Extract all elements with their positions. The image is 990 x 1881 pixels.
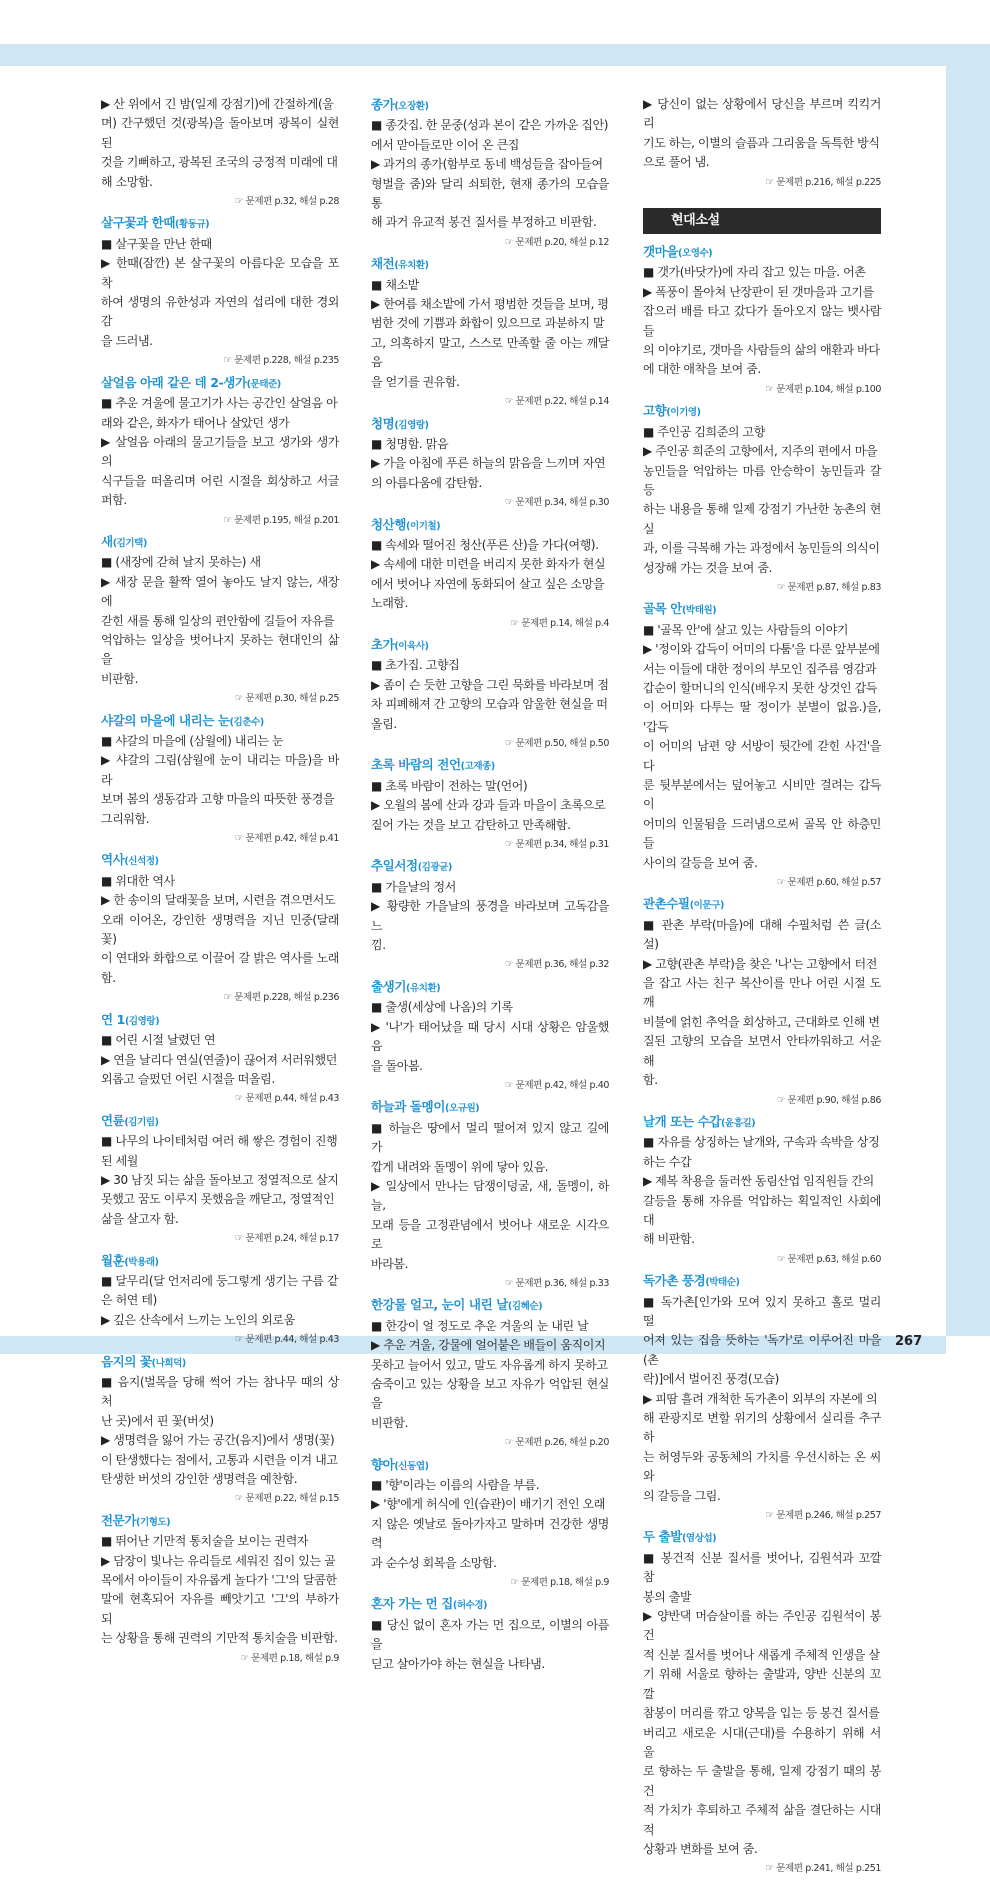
entry-line: ▶ 샤갈의 그림(삼월에 눈이 내리는 마을)을 바라 <box>101 753 339 787</box>
entry-line: 탄생한 버섯의 강인한 생명력을 예찬함. <box>101 1472 298 1487</box>
page-reference: ☞ 문제편 p.26, 해설 p.20 <box>504 1437 609 1449</box>
work-entry <box>101 1352 339 1509</box>
work-entry <box>643 1527 881 1878</box>
work-entry <box>101 1251 339 1350</box>
entry-line: ▶ '정이와 갑득이 어미의 다툼'을 다룬 앞부분에 <box>643 642 880 657</box>
page-reference: ☞ 문제편 p.32, 해설 p.28 <box>234 196 339 208</box>
entry-line: 이 어미의 남편 양 서방이 뒷간에 갇힌 사건'을 다 <box>643 739 881 773</box>
entry-line: 참봉이 머리를 깎고 양복을 입는 등 봉건 질서를 <box>643 1706 880 1721</box>
entry-line: 갑순이 할머니의 인식(배우지 못한 상것인 갑득 <box>643 680 878 695</box>
entry-line: 에서 맏아들로만 이어 온 큰집 <box>371 137 519 152</box>
entry-line: 로 향하는 두 출발을 통해, 일제 강점기 때의 봉건 <box>643 1764 881 1798</box>
entry-title: 음지의 꽃 <box>101 1353 152 1369</box>
entry-line: 함. <box>643 1073 658 1088</box>
entry-line: 못했고 꿈도 이루지 못했음을 깨닫고, 정열적인 <box>101 1192 335 1207</box>
entry-line: 적 가치가 후퇴하고 주체적 삶을 결단하는 시대적 <box>643 1803 881 1837</box>
entry-line: 에 대한 애착을 보여 줌. <box>643 362 761 377</box>
work-entry <box>101 1111 339 1249</box>
work-entry <box>371 1594 609 1674</box>
entry-heading <box>101 1352 339 1373</box>
entry-line: 삶을 살고자 함. <box>101 1211 179 1226</box>
entry-line: 비불에 얽힌 추억을 회상하고, 근대화로 인해 변 <box>643 1014 880 1029</box>
entry-line: 을 얻기를 권유함. <box>371 374 460 389</box>
entry-line: 는 허영두와 공동체의 가치를 우선시하는 온 씨와 <box>643 1449 881 1484</box>
entry-title: 한강물 얼고, 눈이 내린 날 <box>371 1297 508 1313</box>
entry-author: (오영수) <box>678 248 713 260</box>
entry-title: 청산행 <box>371 516 407 532</box>
entry-heading <box>371 254 609 275</box>
entry-title: 역사 <box>101 852 125 868</box>
entry-title: 청명 <box>371 415 395 431</box>
entry-line: 이 탄생했다는 점에서, 고통과 시련을 이겨 내고 <box>101 1452 338 1467</box>
entry-author: (김광균) <box>417 862 452 874</box>
entry-line: 된 세월 <box>101 1153 138 1168</box>
entry-line: 해 소망함. <box>101 174 153 189</box>
entry-heading <box>643 599 881 620</box>
entry-line: 억압하는 일상을 벗어나지 못하는 현대인의 삶을 <box>101 632 339 667</box>
entry-line: 갈등을 통해 자유를 억압하는 획일적인 사회에 대 <box>643 1193 881 1227</box>
page-reference: ☞ 문제편 p.36, 해설 p.32 <box>504 959 609 971</box>
entry-line: 의 갈등을 그림. <box>643 1488 721 1503</box>
entry-title: 전문가 <box>101 1512 137 1528</box>
entry-title: 연륜 <box>101 1112 125 1128</box>
entry-line: 은 허연 테) <box>101 1293 157 1308</box>
entry-heading <box>101 213 339 234</box>
entry-line: 을 잡고 사는 친구 복산이를 만나 어린 시절 도깨 <box>643 976 881 1010</box>
entry-line: ▶ 생명력을 잃어 가는 공간(음지)에서 생명(꽃) <box>101 1433 335 1448</box>
page-reference: ☞ 문제편 p.246, 해설 p.257 <box>765 1510 881 1522</box>
entry-heading <box>371 977 609 998</box>
entry-line: ■ 속세와 떨어진 청산(푸른 산)을 가다(여행). <box>371 537 599 552</box>
entry-author: (신동엽) <box>394 1460 429 1472</box>
entry-line: 하는 내용을 통해 일제 강점기 가난한 농촌의 현실 <box>643 502 881 536</box>
entry-heading <box>371 635 609 656</box>
entry-heading <box>643 242 881 263</box>
entry-author: (염상섭) <box>681 1533 717 1545</box>
entry-author: (오규원) <box>445 1103 480 1115</box>
entry-author: (황동규) <box>175 219 210 231</box>
entry-line: ▶ 속세에 대한 미련을 버리지 못한 화자가 현실 <box>371 557 606 572</box>
page-reference: ☞ 문제편 p.30, 해설 p.25 <box>234 693 339 705</box>
entry-line: 기 위해 서울로 향하는 출발과, 양반 신분의 꼬깔 <box>643 1667 881 1701</box>
entry-line: 으로 풀어 냄. <box>643 155 710 170</box>
entry-line: 식구들을 떠올리며 어린 시절을 회상하고 서글퍼함. <box>101 473 339 508</box>
entry-author: (유치환) <box>406 982 441 994</box>
entry-line: ▶ 깊은 산속에서 느끼는 노인의 외로움 <box>101 1312 295 1327</box>
entry-line: 것을 기뻐하고, 광복된 조국의 긍정적 미래에 대 <box>101 155 338 170</box>
page-reference: ☞ 문제편 p.90, 해설 p.86 <box>776 1094 881 1106</box>
entry-line: 해 과거 유교적 봉건 질서를 부정하고 비판함. <box>371 215 597 230</box>
page-reference: ☞ 문제편 p.216, 해설 p.225 <box>765 176 881 188</box>
page-top-margin <box>0 0 990 44</box>
entry-line: ▶ 오월의 봄에 산과 강과 들과 마을이 초록으로 <box>371 798 606 813</box>
entry-line: ■ 자유를 상징하는 날개와, 구속과 속박을 상징 <box>643 1135 880 1150</box>
page-reference: ☞ 문제편 p.50, 해설 p.50 <box>504 738 609 749</box>
entry-line: 보며 봄의 생동감과 고향 마을의 따뜻한 풍경을 <box>101 792 335 807</box>
entry-line: ▶ 추운 겨울, 강물에 얼어붙은 배들이 움직이지 <box>371 1338 606 1353</box>
entry-title: 월훈 <box>101 1252 125 1268</box>
entry-line: 어져 있는 집을 뜻하는 '독가'로 이루어진 마을(촌 <box>643 1333 881 1367</box>
entry-line: 성장해 가는 것을 보여 줌. <box>643 560 772 575</box>
work-entry <box>371 414 609 513</box>
page-reference: ☞ 문제편 p.63, 해설 p.60 <box>776 1253 881 1265</box>
entry-author: (윤흥길) <box>720 1117 756 1129</box>
entry-line: ■ 초가집. 고향집 <box>371 658 460 673</box>
entry-line: 봉의 출발 <box>643 1589 692 1604</box>
entry-line: ■ 초록 바람이 전하는 말(언어) <box>371 778 528 793</box>
entry-line: 잡으러 배를 타고 갔다가 돌아오지 않는 뱃사람들 <box>643 304 881 338</box>
entry-line: ▶ 한 송이의 달래꽃을 보며, 시련을 겪으면서도 <box>101 893 336 908</box>
entry-heading <box>371 1594 609 1615</box>
entry-title: 샤갈의 마을에 내리는 눈 <box>101 712 230 728</box>
entry-line: ▶ 고향(관촌 부락)을 찾은 '나'는 고향에서 터전 <box>643 956 877 971</box>
entry-line: ■ 추운 겨울에 물고기가 사는 공간인 살얼음 아 <box>101 396 338 411</box>
work-entry <box>371 755 609 854</box>
entry-author: (박용래) <box>124 1256 159 1268</box>
work-entry <box>101 373 339 530</box>
page-reference: ☞ 문제편 p.195, 해설 p.201 <box>223 514 339 526</box>
entry-title: 골목 안 <box>643 601 682 617</box>
entry-title: 날개 또는 수갑 <box>643 1113 721 1129</box>
entry-line: 낌. <box>371 938 386 953</box>
page-reference: ☞ 문제편 p.24, 해설 p.17 <box>234 1233 339 1245</box>
entry-line: ▶ 폭풍이 몰아쳐 난장판이 된 갯마을과 고기를 <box>643 284 874 299</box>
entry-heading <box>371 1455 609 1476</box>
page-reference: ☞ 문제편 p.228, 해설 p.235 <box>223 355 339 367</box>
entry-line: 지 않은 옛날로 돌아가자고 말하며 건강한 생명력 <box>371 1516 609 1551</box>
entry-line: 기도 하는, 이별의 슬픔과 그리움을 독특한 방식 <box>643 135 880 150</box>
entry-line: 이 연대와 화합으로 이끌어 갈 밝은 역사를 노래함. <box>101 951 339 985</box>
page-number: 267 <box>895 1334 923 1349</box>
entry-line: 하여 생명의 유한성과 자연의 섭리에 대한 경외감 <box>101 295 339 329</box>
entry-heading <box>101 1010 339 1031</box>
entry-title: 새 <box>101 533 113 549</box>
page-reference: ☞ 문제편 p.42, 해설 p.41 <box>234 833 339 845</box>
entry-heading <box>643 1271 881 1292</box>
work-entry <box>643 1271 881 1525</box>
entry-line: 고, 의혹하지 말고, 스스로 만족할 줄 아는 깨달음 <box>371 335 609 370</box>
page-reference: ☞ 문제편 p.22, 해설 p.14 <box>504 396 609 408</box>
entry-heading <box>371 1295 609 1316</box>
entry-title: 관촌수필 <box>643 896 690 912</box>
entry-author: (김영랑) <box>124 1015 160 1027</box>
entry-title: 초록 바람의 전언 <box>371 757 461 773</box>
entry-line: ■ 봉건적 신분 질서를 벗어나, 김원석과 꼬깔 참 <box>643 1550 881 1585</box>
entry-author: (문태준) <box>246 378 281 390</box>
entry-author: (오장환) <box>394 101 429 112</box>
entry-line: ▶ 피땀 흘려 개척한 독가촌이 외부의 자본에 의 <box>643 1391 878 1406</box>
work-entry <box>371 1295 609 1452</box>
entry-author: (김춘수) <box>229 716 264 728</box>
entry-line: 그리워함. <box>101 811 150 826</box>
entry-title: 초가 <box>371 636 395 652</box>
entry-line: 농민들을 억압하는 마름 안승학이 농민들과 갈등 <box>643 463 881 497</box>
work-entry <box>643 242 881 399</box>
entry-line: 어미의 인물됨을 드러냄으로써 골목 안 하층민들 <box>643 816 881 851</box>
entry-line: ■ (새장에 갇혀 날지 못하는) 새 <box>101 555 261 570</box>
page-reference: ☞ 문제편 p.44, 해설 p.43 <box>234 1093 339 1105</box>
entry-author: (이기철) <box>406 520 441 532</box>
entry-line: 과, 이를 극복해 가는 과정에서 농민들의 의식이 <box>643 541 880 556</box>
entry-line: 이 어미와 다투는 딸 정이가 분별이 없음.)을, '갑득 <box>643 700 881 734</box>
work-entry <box>101 1511 339 1668</box>
entry-line: 갇힌 새를 통해 일상의 편안함에 길들어 자유를 <box>101 613 335 628</box>
work-entry <box>643 894 881 1109</box>
entry-line: 며) 간구했던 것(광복)을 돌아보며 광복이 실현된 <box>101 116 339 150</box>
entry-line: ▶ 일상에서 만나는 담쟁이덩굴, 새, 돌멩이, 하늘, <box>371 1178 609 1213</box>
entry-title: 살구꽃과 한때 <box>101 215 176 231</box>
entry-line: 을 돌아봄. <box>371 1058 423 1073</box>
page-reference: ☞ 문제편 p.241, 해설 p.251 <box>765 1863 881 1875</box>
entry-line: 깝게 내려와 돌멩이 위에 닿아 있음. <box>371 1159 549 1174</box>
entry-title: 갯마을 <box>643 244 679 260</box>
entry-line: ■ 뛰어난 기만적 통치술을 보이는 권력자 <box>101 1534 309 1549</box>
entry-line: 에서 벗어나 자연에 동화되어 살고 싶은 소망을 <box>371 576 605 591</box>
work-entry <box>371 95 609 252</box>
entry-heading <box>643 401 881 422</box>
work-entry <box>371 856 609 974</box>
entry-line: ▶ '나'가 태어났을 때 당시 시대 상황은 암울했음 <box>371 1019 609 1054</box>
entry-line: ■ 청명함. 맑음 <box>371 436 449 451</box>
entry-title: 채전 <box>371 256 395 272</box>
work-entry <box>101 711 339 849</box>
entry-author: (이문구) <box>689 900 724 912</box>
entry-line: ■ 달무리(달 언저리에 둥그렇게 생기는 구름 같 <box>101 1273 339 1288</box>
entry-line: ▶ 담장이 빛나는 유리들로 세워진 집이 있는 골 <box>101 1553 336 1568</box>
entry-line: ▶ 황량한 가을날의 풍경을 바라보며 고독감을 느 <box>371 899 609 933</box>
entry-line: 과 순수성 회복을 소망함. <box>371 1555 497 1570</box>
entry-line: 는 상황을 통해 권력의 기만적 통치술을 비판함. <box>101 1631 338 1646</box>
entry-line: 의 아름다움에 감탄함. <box>371 475 482 490</box>
entry-line: 말에 현혹되어 자유를 빼앗기고 '그'의 부하가 되 <box>101 1592 339 1626</box>
entry-line: ■ 살구꽃을 만난 한때 <box>101 236 212 251</box>
entry-line: ■ 어린 시절 날렸던 연 <box>101 1033 216 1048</box>
entry-author: (고재종) <box>460 761 495 773</box>
entry-line: ▶ 연을 날리다 연실(연줄)이 끊어져 서러워했던 <box>101 1052 337 1067</box>
entry-line: 숨죽이고 있는 상황을 보고 자유가 억압된 현실을 <box>371 1377 609 1411</box>
continued-entry <box>643 95 881 192</box>
entry-line: 딛고 살아가야 하는 현실을 나타냄. <box>371 1656 545 1671</box>
entry-heading <box>371 856 609 877</box>
entry-heading <box>371 755 609 776</box>
entry-line: 외롭고 슬펐던 어린 시절을 떠올림. <box>101 1071 275 1086</box>
page-reference: ☞ 문제편 p.20, 해설 p.12 <box>504 236 609 248</box>
entry-heading <box>101 1511 339 1532</box>
top-decorative-band <box>0 44 946 66</box>
entry-line: 난 곳)에서 핀 꽃(버섯) <box>101 1413 214 1428</box>
entry-title: 혼자 가는 먼 집 <box>371 1596 453 1612</box>
entry-line: ■ 한강이 얼 정도로 추운 겨울의 눈 내린 날 <box>371 1318 589 1333</box>
entry-line: 해 비판함. <box>643 1232 695 1247</box>
entry-heading <box>101 1111 339 1132</box>
entry-title: 두 출발 <box>643 1529 682 1545</box>
page-reference: ☞ 문제편 p.14, 해설 p.4 <box>510 617 609 629</box>
work-entry <box>643 1112 881 1269</box>
page-reference: ☞ 문제편 p.42, 해설 p.40 <box>504 1079 609 1091</box>
entry-line: 차 피폐해져 간 고향의 모습과 암울한 현실을 떠 <box>371 697 608 712</box>
entry-title: 고향 <box>643 403 667 419</box>
entry-author: (김기택) <box>112 537 147 549</box>
entry-title: 출생기 <box>371 978 407 994</box>
work-entry <box>643 599 881 892</box>
entry-line: ■ 종갓집. 한 문중(성과 본이 같은 가까운 집안) <box>371 118 609 133</box>
entry-author: (이기영) <box>666 407 701 419</box>
entry-heading <box>101 532 339 553</box>
entry-line: ▶ '향'에게 허식에 인(습관)이 배기기 전인 오래 <box>371 1497 605 1512</box>
work-entry <box>101 850 339 1007</box>
entry-line: 상황과 변화를 보여 줌. <box>643 1841 758 1856</box>
entry-line: 을 드러냄. <box>101 333 153 348</box>
entry-line: 룬 뒷부분에서는 덮어놓고 시비만 걸려는 갑득이 <box>643 778 881 812</box>
page-reference: ☞ 문제편 p.228, 해설 p.236 <box>223 992 339 1004</box>
entry-line: ■ 음지(벌목을 당해 썩어 가는 참나무 때의 상처 <box>101 1375 339 1409</box>
entry-line: 사이의 갈등을 보여 줌. <box>643 855 758 870</box>
entry-line: 적 신분 질서를 벗어나 새롭게 주체적 인생을 살 <box>643 1647 880 1662</box>
entry-line: 오래 이어온, 강인한 생명력을 지닌 민중(달래꽃) <box>101 912 339 947</box>
page-reference: ☞ 문제편 p.22, 해설 p.15 <box>234 1493 339 1505</box>
entry-line: ■ 가을날의 정서 <box>371 879 456 894</box>
entry-line: 짙어 가는 것을 보고 감탄하고 만족해함. <box>371 817 571 832</box>
entry-heading <box>101 850 339 871</box>
entry-line: 해 관광지로 변할 위기의 상황에서 실리를 추구하 <box>643 1411 881 1445</box>
entry-heading <box>643 1527 881 1548</box>
entry-line: 바라봄. <box>371 1256 408 1271</box>
work-entry <box>371 977 609 1095</box>
entry-title: 살얼음 아래 같은 데 2-생가 <box>101 374 247 390</box>
work-entry <box>371 1455 609 1593</box>
entry-heading <box>371 515 609 536</box>
entry-line: 하는 수갑 <box>643 1154 692 1169</box>
entry-title: 추일서정 <box>371 858 418 874</box>
entry-author: (신석정) <box>124 856 159 868</box>
page-reference: ☞ 문제편 p.44, 해설 p.43 <box>234 1334 339 1346</box>
page-reference: ☞ 문제편 p.34, 해설 p.30 <box>504 497 609 509</box>
entry-title: 향아 <box>371 1456 395 1472</box>
entry-line: 목에서 아이들이 자유롭게 놀다가 '그'의 달콤한 <box>101 1573 337 1588</box>
entry-line: ▶ 과거의 종가(함부로 동네 백성들을 잡아들여 <box>371 157 603 172</box>
entry-line: 노래함. <box>371 596 408 611</box>
work-entry <box>643 401 881 597</box>
entry-line: ▶ 살얼음 아래의 물고기들을 보고 생가와 생가의 <box>101 434 339 469</box>
right-decorative-band <box>946 44 990 1336</box>
entry-line: ▶ 새장 문을 활짝 열어 놓아도 날지 않는, 새장에 <box>101 574 339 609</box>
entry-line: ▶ 주인공 희준의 고향에서, 지주의 편에서 마을 <box>643 444 878 459</box>
page-reference: ☞ 문제편 p.18, 해설 p.9 <box>510 1577 609 1589</box>
entry-author: (김혜순) <box>507 1301 543 1313</box>
entry-heading <box>101 373 339 394</box>
page-reference: ☞ 문제편 p.36, 해설 p.33 <box>504 1277 609 1289</box>
entry-line: ▶ 30 남짓 되는 삶을 돌아보고 정열적으로 살지 <box>101 1172 339 1187</box>
entry-line: 의 이야기로, 갯마을 사람들의 삶의 애환과 바다 <box>643 343 880 358</box>
entry-line: ■ 주인공 김희준의 고향 <box>643 424 765 439</box>
work-entry <box>371 254 609 411</box>
work-entry <box>101 213 339 370</box>
entry-line: ■ 나무의 나이테처럼 여러 해 쌓은 경험이 진행 <box>101 1134 338 1149</box>
entry-title: 종가 <box>371 97 395 112</box>
entry-line: 못하고 늘어서 있고, 말도 자유롭게 하지 못하고 <box>371 1357 608 1372</box>
column-3 <box>643 95 881 1881</box>
entry-line: ■ 출생(세상에 나옴)의 기록 <box>371 1000 513 1015</box>
entry-author: (유치환) <box>394 260 429 272</box>
entry-line: 버리고 새로운 시대(근대)를 수용하기 위해 서울 <box>643 1725 881 1759</box>
entry-line: ▶ 가을 아침에 푸른 하늘의 맑음을 느끼며 자연 <box>371 456 606 471</box>
page-reference: ☞ 문제편 p.34, 해설 p.31 <box>504 839 609 851</box>
entry-line: 비판함. <box>371 1415 408 1430</box>
entry-line: ■ 갯가(바닷가)에 자리 잡고 있는 마을. 어촌 <box>643 265 866 280</box>
entry-line: ■ 하늘은 땅에서 멀리 떨어져 있지 않고 길에 가 <box>371 1120 609 1155</box>
entry-line: 올림. <box>371 716 397 731</box>
entry-heading <box>371 1097 609 1118</box>
entry-line: 모래 등을 고정관념에서 벗어나 새로운 시각으로 <box>371 1217 609 1252</box>
entry-line: ■ 샤갈의 마을에 (삼월에) 내리는 눈 <box>101 734 284 748</box>
column-1 <box>101 95 339 1670</box>
work-entry <box>101 532 339 709</box>
section-header: 현대소설 <box>643 208 881 234</box>
entry-line: ■ 관촌 부락(마을)에 대해 수필처럼 쓴 글(소설) <box>643 917 881 952</box>
entry-line: ▶ 양반댁 머슴살이를 하는 주인공 김원석이 봉건 <box>643 1609 881 1643</box>
column-2 <box>371 95 609 1676</box>
entry-title: 하늘과 돌멩이 <box>371 1099 446 1115</box>
entry-line: 래와 같은, 화자가 태어나 살았던 생가 <box>101 415 290 430</box>
entry-heading <box>643 894 881 915</box>
entry-heading <box>643 1112 881 1133</box>
entry-author: (나희덕) <box>151 1357 186 1369</box>
page-reference: ☞ 문제편 p.104, 해설 p.100 <box>765 383 881 395</box>
entry-line: ■ 독가촌[인가와 모여 있지 못하고 홀로 멀리 떨 <box>643 1294 881 1328</box>
entry-author: (김영랑) <box>394 419 429 431</box>
entry-line: ▶ 당신이 없는 상황에서 당신을 부르며 킥킥거리 <box>643 97 881 131</box>
entry-line: ■ '골목 안'에 살고 있는 사람들의 이야기 <box>643 622 849 637</box>
entry-author: (박태원) <box>681 605 717 617</box>
entry-line: 비판함. <box>101 671 138 686</box>
entry-heading <box>101 1251 339 1272</box>
entry-line: 형벌을 줌)와 달리 쇠퇴한, 현재 종가의 모습을 통 <box>371 176 609 211</box>
entry-line: 질된 고향의 모습을 보면서 안타까워하고 서운해 <box>643 1034 881 1068</box>
entry-line: 락)]에서 벌어진 풍경(모습) <box>643 1372 779 1387</box>
entry-heading <box>101 711 339 732</box>
page-reference: ☞ 문제편 p.60, 해설 p.57 <box>776 877 881 889</box>
entry-title: 독가촌 풍경 <box>643 1273 706 1289</box>
work-entry <box>371 515 609 633</box>
entry-line: ▶ 산 위에서 긴 밤(일제 강점기)에 간절하게(울 <box>101 97 334 111</box>
entry-line: ■ 위대한 역사 <box>101 873 175 888</box>
entry-line: 범한 것에 기쁨과 화합이 있으므로 과분하지 말 <box>371 316 605 331</box>
entry-line: ▶ 한때(잠깐) 본 살구꽃의 아름다운 모습을 포착 <box>101 256 339 290</box>
entry-heading <box>371 95 609 116</box>
page-reference: ☞ 문제편 p.18, 해설 p.9 <box>240 1652 339 1664</box>
entry-author: (박태순) <box>705 1277 740 1289</box>
entry-line: ▶ 좀이 슨 듯한 고향을 그린 묵화를 바라보며 점 <box>371 677 609 692</box>
work-entry <box>371 1097 609 1293</box>
entry-line: ■ '향'이라는 이름의 사람을 부름. <box>371 1478 540 1493</box>
entry-heading <box>371 414 609 435</box>
entry-author: (김기림) <box>124 1116 159 1128</box>
entry-line: ■ 당신 없이 혼자 가는 먼 집으로, 이별의 아픔을 <box>371 1617 609 1652</box>
continued-entry <box>101 95 339 211</box>
entry-line: 서는 이들에 대한 정이의 부모인 집주름 영감과 <box>643 661 877 676</box>
work-entry <box>371 635 609 753</box>
entry-line: ▶ 제복 착용을 둘러싼 동림산업 임직원들 간의 <box>643 1174 874 1189</box>
entry-author: (기형도) <box>136 1516 171 1528</box>
work-entry <box>101 1010 339 1109</box>
entry-line: ■ 채소밭 <box>371 277 419 292</box>
entry-author: (이육사) <box>394 640 429 652</box>
entry-title: 연 1 <box>101 1011 125 1027</box>
page-reference: ☞ 문제편 p.87, 해설 p.83 <box>776 581 881 593</box>
entry-author: (허수경) <box>452 1600 488 1612</box>
entry-line: ▶ 한여름 채소밭에 가서 평범한 것들을 보며, 평 <box>371 297 609 312</box>
